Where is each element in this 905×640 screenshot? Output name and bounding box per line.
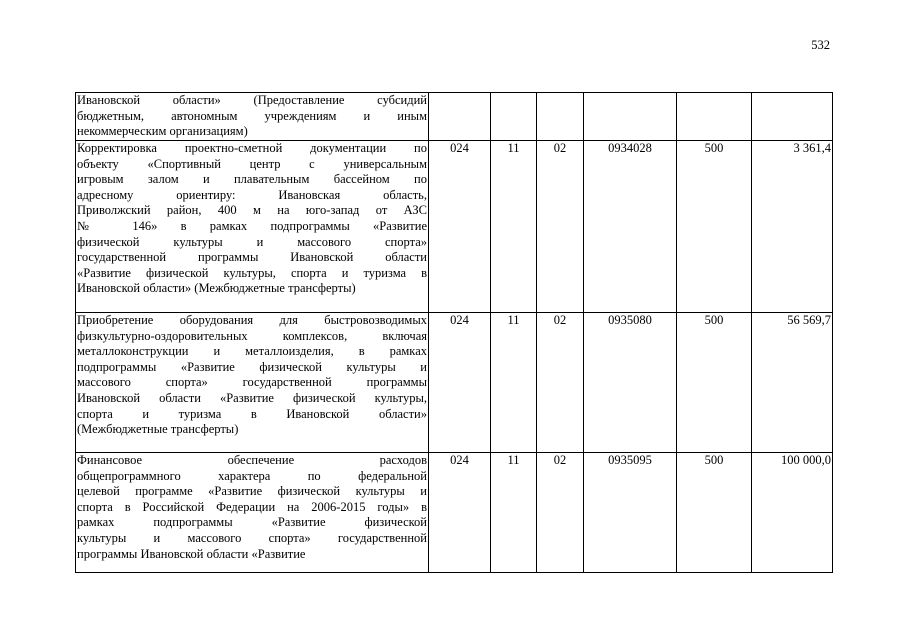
description-line: массового спорта» государственной программы <box>77 375 427 390</box>
description-line: спорта в Российской Федерации на 2006-2015 годы» в <box>77 499 427 514</box>
description-line: некоммерческим организациям) <box>77 124 248 139</box>
description-line: Ивановской области» (Предоставление субсидий <box>77 93 427 107</box>
ministry-code-cell: 024 <box>429 453 491 573</box>
description-line: программы Ивановской области «Развитие <box>77 546 306 561</box>
subsection-code-cell: 02 <box>537 313 584 453</box>
description-line: Ивановской области «Развитие физической культуры, <box>77 390 427 405</box>
subsection-code-cell: 02 <box>537 453 584 573</box>
section-code-cell <box>491 93 537 141</box>
description-line: физкультурно-оздоровительных комплексов, включая <box>77 328 427 343</box>
description-line: адресному ориентиру: Ивановская область, <box>77 187 427 202</box>
description-line: (Межбюджетные трансферты) <box>77 422 239 437</box>
target-article-cell: 0934028 <box>584 141 677 313</box>
budget-table <box>75 92 833 573</box>
description-line: физической культуры и массового спорта» <box>77 234 427 249</box>
description-line: Корректировка проектно-сметной документации по <box>77 141 427 155</box>
description-line: металлоконструкции и металлоизделия, в рамках <box>77 344 427 359</box>
description-line: целевой программе «Развитие физической культуры и <box>77 484 427 499</box>
description-line: рамках подпрограммы «Развитие физической <box>77 515 427 530</box>
description-line: Приобретение оборудования для быстровозводимых <box>77 313 427 327</box>
row-description <box>76 93 429 141</box>
page-number: 532 <box>811 38 830 52</box>
expense-type-cell: 500 <box>677 141 752 313</box>
row-description <box>76 313 429 453</box>
subsection-code-cell: 02 <box>537 141 584 313</box>
section-code-cell: 11 <box>491 141 537 313</box>
target-article-cell: 0935080 <box>584 313 677 453</box>
target-article-cell <box>584 93 677 141</box>
ministry-code-cell <box>429 93 491 141</box>
section-code-cell: 11 <box>491 453 537 573</box>
description-line: № 146» в рамках подпрограммы «Развитие <box>77 218 427 233</box>
ministry-code-cell: 024 <box>429 141 491 313</box>
description-line: Ивановской области» (Межбюджетные трансферты) <box>77 281 356 296</box>
table-row <box>76 93 833 141</box>
amount-cell: 56 569,7 <box>752 313 833 453</box>
expense-type-cell: 500 <box>677 453 752 573</box>
description-line: объекту «Спортивный центр с универсальным <box>77 156 427 171</box>
table-row <box>76 453 833 573</box>
table-row <box>76 141 833 313</box>
description-line: культуры и массового спорта» государственной <box>77 530 427 545</box>
description-line: государственной программы Ивановской области <box>77 250 427 265</box>
description-line: общепрограммного характера по федеральной <box>77 468 427 483</box>
row-description <box>76 453 429 573</box>
description-line: Приволжский район, 400 м на юго-запад от АЗС <box>77 203 427 218</box>
amount-cell: 3 361,4 <box>752 141 833 313</box>
target-article-cell: 0935095 <box>584 453 677 573</box>
description-line: спорта и туризма в Ивановской области» <box>77 406 427 421</box>
section-code-cell: 11 <box>491 313 537 453</box>
subsection-code-cell <box>537 93 584 141</box>
ministry-code-cell: 024 <box>429 313 491 453</box>
row-description <box>76 141 429 313</box>
description-line: бюджетным, автономным учреждениям и иным <box>77 108 427 123</box>
description-line: игровым залом и плавательным бассейном по <box>77 172 427 187</box>
amount-cell <box>752 93 833 141</box>
expense-type-cell: 500 <box>677 313 752 453</box>
table-row <box>76 313 833 453</box>
description-line: Финансовое обеспечение расходов <box>77 453 427 467</box>
description-line: «Развитие физической культуры, спорта и туризма в <box>77 265 427 280</box>
description-line: подпрограммы «Развитие физической культуры и <box>77 359 427 374</box>
expense-type-cell <box>677 93 752 141</box>
amount-cell: 100 000,0 <box>752 453 833 573</box>
